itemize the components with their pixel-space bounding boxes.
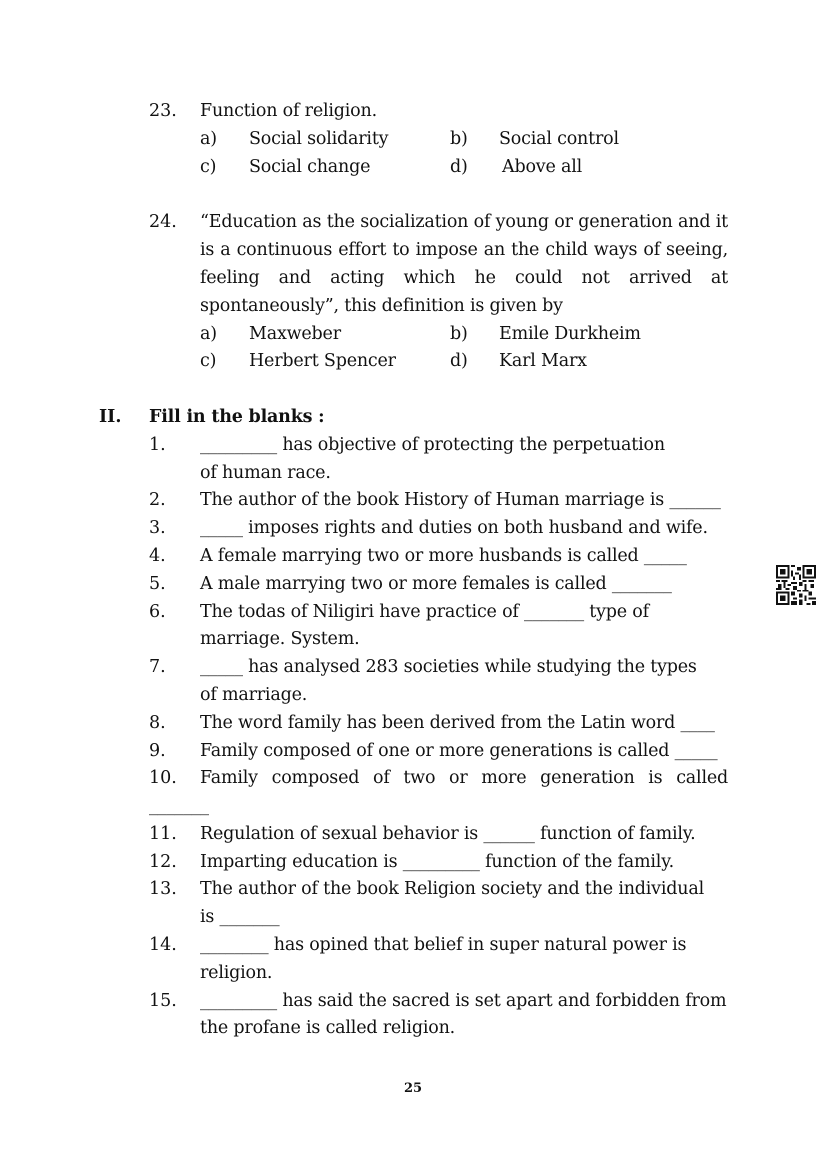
item-text-line: The word family has been derived from the Latin word ____: [200, 713, 715, 733]
item-text-line: A female marrying two or more husbands is called _____: [200, 546, 687, 566]
item-number: 11.: [149, 824, 177, 844]
item-text-line: _____ has analysed 283 societies while studying the types: [200, 657, 697, 677]
question-text: Function of religion.: [200, 101, 377, 121]
page-number: 25: [404, 1081, 423, 1096]
item-text-line: Family composed of two or more generation is called: [200, 768, 728, 788]
option-text: Social change: [249, 157, 371, 177]
question-text-line: feeling and acting which he could not arrived at: [200, 268, 728, 288]
question-number: 24.: [149, 212, 177, 232]
item-text-line: ________ has opined that belief in super natural power is: [200, 935, 687, 955]
question-number: 23.: [149, 101, 177, 121]
section-number: II.: [99, 407, 122, 427]
item-text-line: _______: [149, 796, 209, 816]
item-number: 10.: [149, 768, 177, 788]
item-number: 4.: [149, 546, 166, 566]
option-label: a): [200, 324, 217, 344]
option-text: Karl Marx: [499, 351, 587, 371]
item-text-line: religion.: [200, 963, 273, 983]
question-text-line: is a continuous effort to impose an the child ways of seeing,: [200, 240, 728, 260]
item-number: 6.: [149, 602, 166, 622]
option-text: Social control: [499, 129, 619, 149]
item-text-line: _________ has said the sacred is set apart and forbidden from: [200, 991, 727, 1011]
item-text-line: Family composed of one or more generations is called _____: [200, 741, 718, 761]
item-number: 9.: [149, 741, 166, 761]
item-number: 5.: [149, 574, 166, 594]
item-text-line: the profane is called religion.: [200, 1018, 456, 1038]
item-number: 8.: [149, 713, 166, 733]
item-text-line: marriage. System.: [200, 629, 360, 649]
item-text-line: A male marrying two or more females is called _______: [200, 574, 672, 594]
option-label: d): [450, 157, 468, 177]
item-text-line: _________ has objective of protecting the perpetuation: [200, 435, 665, 455]
item-text-line: of marriage.: [200, 685, 308, 705]
option-label: a): [200, 129, 217, 149]
option-text: Emile Durkheim: [499, 324, 641, 344]
qr-code-icon[interactable]: [776, 565, 816, 605]
question-text-line: spontaneously”, this definition is given by: [200, 296, 563, 316]
item-text-line: _____ imposes rights and duties on both husband and wife.: [200, 518, 708, 538]
option-label: c): [200, 157, 217, 177]
option-label: c): [200, 351, 217, 371]
item-number: 7.: [149, 657, 166, 677]
item-number: 3.: [149, 518, 166, 538]
section-title: Fill in the blanks :: [149, 407, 325, 427]
option-text: Maxweber: [249, 324, 341, 344]
question-text-line: “Education as the socialization of young or generation and it: [200, 212, 728, 232]
item-text-line: of human race.: [200, 463, 331, 483]
item-text-line: The author of the book History of Human marriage is ______: [200, 490, 721, 510]
option-text: Above all: [502, 157, 583, 177]
item-text-line: The author of the book Religion society and the individual: [200, 879, 704, 899]
item-number: 12.: [149, 852, 177, 872]
item-number: 2.: [149, 490, 166, 510]
item-text-line: Regulation of sexual behavior is ______ function of family.: [200, 824, 696, 844]
option-text: Herbert Spencer: [249, 351, 396, 371]
item-text-line: is _______: [200, 907, 280, 927]
item-number: 13.: [149, 879, 177, 899]
option-label: d): [450, 351, 468, 371]
item-text-line: The todas of Niligiri have practice of _______ type of: [200, 602, 649, 622]
option-label: b): [450, 129, 468, 149]
item-number: 14.: [149, 935, 177, 955]
item-number: 15.: [149, 991, 177, 1011]
option-text: Social solidarity: [249, 129, 389, 149]
item-text-line: Imparting education is _________ function of the family.: [200, 852, 674, 872]
item-number: 1.: [149, 435, 166, 455]
option-label: b): [450, 324, 468, 344]
